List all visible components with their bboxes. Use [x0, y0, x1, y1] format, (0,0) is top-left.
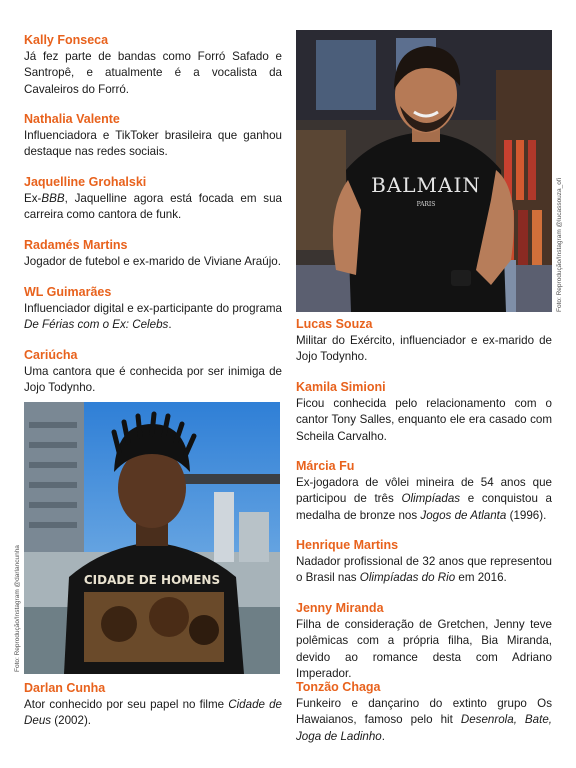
entry-name: Jenny Miranda — [296, 601, 384, 615]
entry-desc: Ex-jogadora de vôlei mineira de 54 anos que participou de três Olimpíadas e conquistou a medalha de bronze nos Jogos de Atlanta (1996). — [296, 476, 552, 522]
entry-desc: Ator conhecido por seu papel no filme Cidade de Deus (2002). — [24, 698, 283, 728]
entry-kally-fonseca — [24, 32, 282, 98]
entry-desc: Jogador de futebol e ex-marido de Viviane Araújo. — [24, 255, 281, 268]
entry-desc: Ficou conhecida pelo relacionamento com o cantor Tony Salles, enquanto ele era casado com Scheila Carvalho. — [296, 397, 552, 443]
lucas-shirt-text: BALMAIN — [371, 173, 481, 197]
entry-marcia-fu — [296, 458, 552, 524]
entry-name: Jaquelline Grohalski — [24, 175, 147, 189]
entry-name: Cariúcha — [24, 348, 78, 362]
lucas-shirt-sub: PARIS — [416, 201, 436, 208]
entry-henrique-martins — [296, 537, 552, 587]
entry-name: Radamés Martins — [24, 238, 128, 252]
entry-name: Henrique Martins — [296, 538, 399, 552]
entry-desc: Já fez parte de bandas como Forró Safado e Santropê, e atualmente é a vocalista da Cavaleiros do Forró. — [24, 50, 282, 96]
entry-darlan-cunha — [24, 680, 282, 730]
entry-desc: Filha de consideração de Gretchen, Jenny teve polêmicas com a própria filha, Bia Miranda, devido ao romance desta com Adriano Imperador. — [296, 618, 552, 681]
entry-name: Kamila Simioni — [296, 380, 386, 394]
entry-name: Nathalia Valente — [24, 112, 120, 126]
entry-radames-martins — [24, 237, 282, 270]
entry-desc: Ex-BBB, Jaquelline agora está focada em sua carreira como cantora de funk. — [24, 192, 282, 222]
entry-tonzao-chaga — [296, 679, 552, 745]
entry-desc: Influenciadora e TikToker brasileira que ganhou destaque nas redes sociais. — [24, 129, 282, 159]
darlan-shirt-text: CIDADE DE HOMENS — [83, 573, 221, 587]
entry-jenny-miranda — [296, 600, 552, 683]
entry-desc: Funkeiro e dançarino do extinto grupo Os Hawaianos, famoso pelo hit Desenrola, Bate, Joga de Ladinho. — [296, 697, 552, 743]
entry-name: Lucas Souza — [296, 317, 373, 331]
entry-desc: Militar do Exército, influenciador e ex-marido de Jojo Todynho. — [296, 334, 552, 364]
entry-jaquelline-grohalski — [24, 174, 282, 224]
darlan-photo-illustration — [24, 402, 280, 674]
entry-kamila-simioni — [296, 379, 552, 445]
entry-name: Darlan Cunha — [24, 681, 106, 695]
lucas-photo-credit: Foto: Reprodução/Instagram @lucassouza_ofi — [556, 177, 563, 312]
darlan-cunha-photo — [24, 402, 280, 674]
entry-name: WL Guimarães — [24, 285, 112, 299]
entry-nathalia-valente — [24, 111, 282, 161]
entry-name: Kally Fonseca — [24, 33, 109, 47]
entry-lucas-souza — [296, 316, 552, 366]
entry-desc: Nadador profissional de 32 anos que representou o Brasil nas Olimpíadas do Rio em 2016. — [296, 555, 552, 585]
entry-wl-guimaraes — [24, 284, 282, 334]
entry-name: Tonzão Chaga — [296, 680, 381, 694]
right-column — [296, 0, 552, 768]
entry-name: Márcia Fu — [296, 459, 355, 473]
entry-cariucha — [24, 347, 282, 397]
entry-desc: Uma cantora que é conhecida por ser inimiga de Jojo Todynho. — [24, 365, 282, 395]
darlan-photo-credit: Foto: Reprodução/Instagram @darlancunha — [14, 545, 21, 672]
entry-desc: Influenciador digital e ex-participante do programa De Férias com o Ex: Celebs. — [24, 302, 282, 332]
